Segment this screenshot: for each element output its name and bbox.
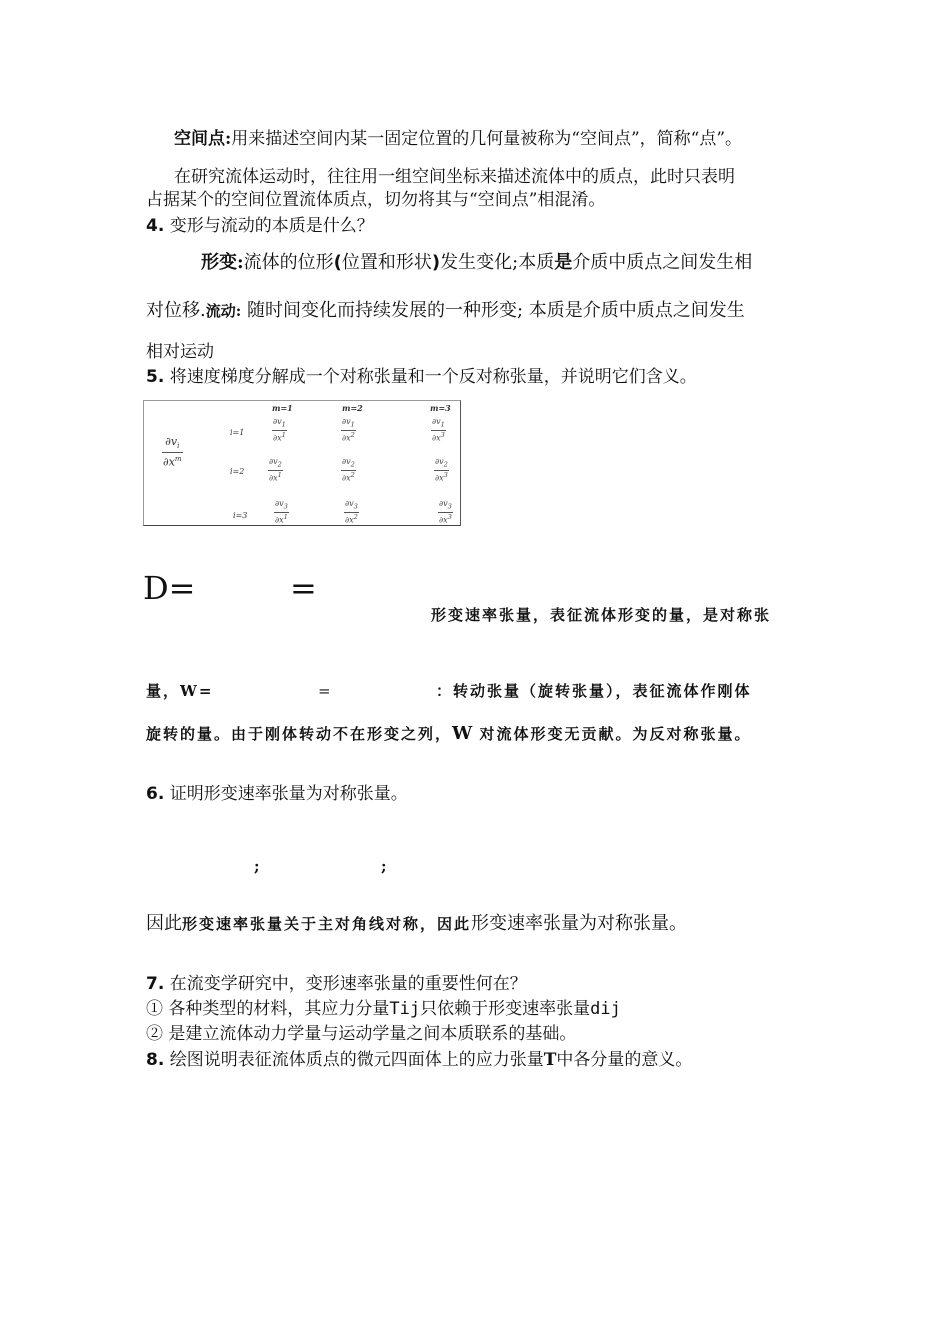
w-description: ：转动张量（旋转张量），表征流体作刚体: [436, 682, 752, 700]
matrix-cell-3-2: $\partial v_3$ $\partial x^2$: [345, 499, 358, 525]
matrix-cell-3-3: $\partial v_3$ $\partial x^3$: [439, 499, 452, 525]
d-equation-label: D=: [143, 569, 196, 607]
matrix-cell-3-1: $\partial v_3$ $\partial x^1$: [275, 499, 288, 525]
answer-4-line3: [146, 341, 214, 363]
w-line-start: 量，W=: [146, 682, 214, 700]
conclusion-bold: 形变速率张量关于主对角线对称，因此: [182, 915, 472, 933]
item-1-mid: 只依赖于形变速率张量: [420, 999, 591, 1019]
item-1-dij: dij: [590, 999, 621, 1019]
study-paragraph-line1: [174, 166, 735, 188]
question-4-text: 变形与流动的本质是什么？: [169, 216, 374, 236]
item-2-marker: ②: [146, 1024, 163, 1044]
matrix-cell-1-2: $\partial v_1$ $\partial x^2$: [342, 417, 355, 443]
matrix-cell-1-1: $\partial v_1$ $\partial x^1$: [273, 417, 286, 443]
matrix-col-header-3: m=3: [430, 403, 451, 413]
question-5: [146, 366, 697, 388]
question-6-text: 证明形变速率张量为对称张量。: [169, 784, 408, 804]
item-1-text: 各种类型的材料，其应力分量: [163, 999, 390, 1019]
study-text-2: 占据某个的空间位置流体质点，切勿将其与“空间点”相混淆。: [146, 190, 606, 210]
w-line2: [146, 723, 751, 745]
conclusion-end: 形变速率张量为对称张量。: [471, 913, 688, 934]
matrix-row-label-3: i=3: [233, 511, 248, 520]
item-1-tij: Tij: [389, 999, 421, 1019]
proof-semicolon-1: ;: [254, 857, 260, 875]
question-7: [146, 973, 527, 995]
question-6: [146, 783, 408, 805]
matrix-row-label-2: i=2: [230, 467, 245, 476]
answer-4-line3-text: 相对运动: [146, 342, 214, 362]
answer-4-line2-start: 对位移.: [146, 300, 206, 321]
question-5-number: 5.: [146, 367, 165, 387]
question-7-number: 7.: [146, 974, 165, 994]
question-7-item-1: [146, 998, 621, 1020]
matrix-cell-1-3: $\partial v_1$ $\partial x^3$: [432, 417, 445, 443]
answer-4-line1: [201, 252, 752, 274]
w-line2-b: 对流体形变无贡献。为反对称张量。: [472, 725, 752, 743]
matrix-lhs-fraction: [162, 436, 183, 469]
matrix-col-header-2: m=2: [342, 403, 363, 413]
flow-term: 流动:: [205, 302, 242, 320]
proof-conclusion: [146, 913, 687, 935]
answer-4-line2: [146, 300, 745, 322]
answer-4-text1: 流体的位形: [243, 252, 334, 273]
lhs-sub: i: [177, 442, 180, 451]
item-1-marker: ①: [146, 999, 163, 1019]
item-2-text: 是建立流体动力学量与运动学量之间本质联系的基础。: [163, 1024, 577, 1044]
question-8-text: 绘图说明表征流体质点的微元四面体上的应力张量: [169, 1050, 544, 1070]
d-description: 形变速率张量，表征流体形变的量，是对称张: [431, 606, 772, 624]
w-line2-a: 旋转的量。由于刚体转动不在形变之列，: [146, 725, 453, 743]
space-point-definition: [174, 128, 742, 150]
lhs-denominator: ∂x: [163, 455, 175, 469]
question-6-number: 6.: [146, 784, 165, 804]
w-symbol: W: [452, 723, 473, 744]
study-paragraph-line2: [146, 189, 605, 211]
answer-4-text2: 发生变化;本质: [440, 252, 555, 273]
space-point-term: 空间点:: [174, 129, 232, 149]
question-4-number: 4.: [146, 216, 165, 236]
paren-text: 位置和形状: [341, 252, 432, 273]
lhs-sup: m: [174, 455, 182, 464]
paren-close: ): [431, 252, 441, 273]
question-5-text: 将速度梯度分解成一个对称张量和一个反对称张量，并说明它们含义。: [169, 367, 697, 387]
question-8: [146, 1049, 692, 1071]
answer-4-text3: 介质中质点之间发生相: [572, 252, 753, 273]
question-8-bold-t: T: [543, 1050, 557, 1070]
matrix-col-header-1: m=1: [272, 403, 293, 413]
matrix-cell-2-2: $\partial v_2$ $\partial x^2$: [342, 457, 355, 483]
question-7-text: 在流变学研究中，变形速率张量的重要性何在？: [169, 974, 527, 994]
conclusion-start: 因此: [146, 913, 182, 934]
question-8-text-end: 中各分量的意义。: [556, 1050, 693, 1070]
lhs-numerator: ∂v: [165, 435, 178, 448]
answer-4-bold-is: 是: [554, 252, 573, 273]
question-7-item-2: [146, 1023, 576, 1045]
proof-semicolon-2: ;: [381, 857, 387, 875]
question-4: [146, 215, 374, 237]
matrix-cell-2-3: $\partial v_2$ $\partial x^3$: [435, 457, 448, 483]
answer-4-line2-rest: 随时间变化而持续发展的一种形变; 本质是介质中质点之间发生: [241, 300, 745, 321]
matrix-cell-2-1: $\partial v_2$ $\partial x^1$: [269, 457, 282, 483]
velocity-gradient-matrix: [143, 400, 461, 526]
paren-open: (: [333, 252, 342, 273]
w-equals: =: [318, 682, 331, 700]
w-line1: [146, 680, 213, 702]
space-point-text: 用来描述空间内某一固定位置的几何量被称为“空间点”，简称“点”。: [231, 129, 743, 149]
question-8-number: 8.: [146, 1050, 165, 1070]
d-equation-equals: =: [290, 569, 317, 607]
study-text-1: 在研究流体运动时，往往用一组空间坐标来描述流体中的质点，此时只表明: [174, 167, 735, 187]
deformation-term: 形变:: [201, 252, 244, 273]
matrix-row-label-1: i=1: [230, 428, 245, 437]
